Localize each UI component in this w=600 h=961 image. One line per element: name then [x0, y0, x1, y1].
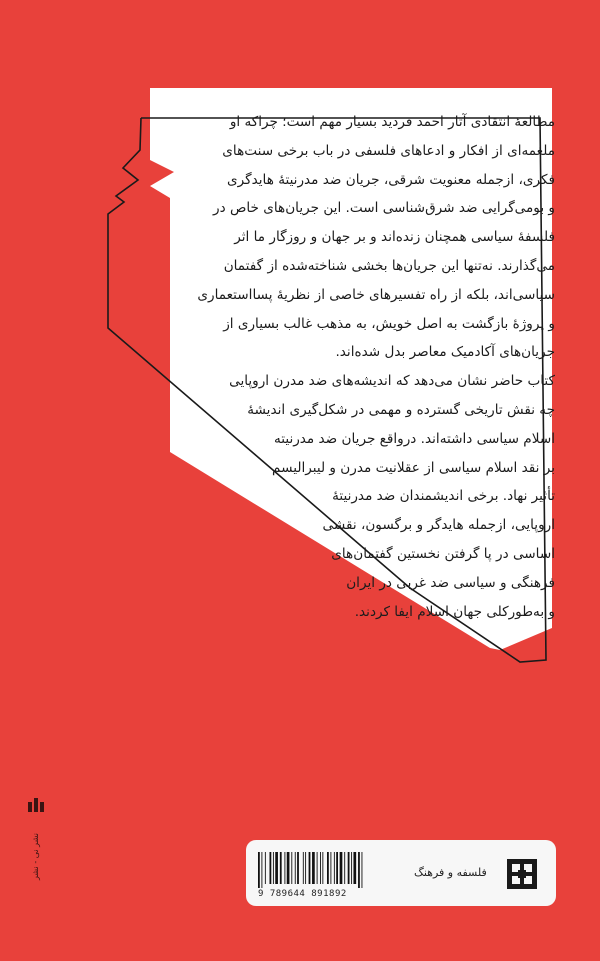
text-line: می‌گذارند. نه‌تنها این جریان‌ها بخشی شناخته‌شده از گفتمان: [223, 257, 555, 274]
barcode-bar: [270, 852, 272, 884]
barcode-bar: [330, 852, 331, 884]
paragraph-2: [175, 367, 555, 626]
text-line: اروپایی، ازجمله هایدگر و برگسون، نقشی: [322, 517, 555, 534]
barcode-bar: [348, 852, 350, 884]
text-line: تأثیر نهاد. برخی اندیشمندان ضد مدرنیتهٔ: [332, 488, 555, 505]
barcode-bar: [351, 852, 352, 884]
text-line: فکری، ازجمله معنویت شرقی، جریان ضد مدرنیتهٔ هایدگری: [227, 171, 555, 188]
barcode-bars: [256, 852, 398, 888]
barcode-bar: [353, 852, 356, 884]
text-line: و پروژهٔ بازگشت به اصل خویش، به مذهب غالب بسیاری از: [223, 315, 555, 332]
barcode-bar: [344, 852, 345, 884]
barcode-bar: [287, 852, 290, 884]
paragraph-1: [175, 108, 555, 367]
isbn-number: 9 789644 891892: [258, 889, 347, 899]
barcode-bar: [280, 852, 282, 884]
text-line: و به‌طورکلی جهان اسلام ایفا کردند.: [354, 603, 555, 620]
barcode-bar: [303, 852, 304, 884]
text-line: چه نقش تاریخی گسترده و مهمی در شکل‌گیری اندیشهٔ: [247, 401, 555, 418]
barcode-bar: [265, 852, 266, 884]
barcode-bar: [309, 852, 311, 884]
blurb-text: [175, 108, 555, 626]
barcode-bar: [275, 852, 278, 884]
publisher-logo-icon: [502, 854, 542, 894]
text-line: و بومی‌گرایی ضد شرق‌شناسی است. این جریان‌های خاص در: [213, 200, 555, 217]
barcode-bar: [284, 852, 285, 884]
barcode: [256, 852, 398, 902]
text-line: اساسی در پا گرفتن نخستین گفتمان‌های: [331, 545, 555, 562]
barcode-bar: [336, 852, 338, 884]
text-line: فرهنگی و سیاسی ضد غربی در ایران: [346, 574, 555, 591]
barcode-bar: [305, 852, 306, 884]
barcode-bar: [322, 852, 323, 884]
text-line: مطالعهٔ انتقادی آثار احمد فردید بسیار مهم است؛ چراکه او: [229, 114, 555, 130]
text-line: جریان‌های آکادمیک معاصر بدل شده‌اند.: [335, 344, 555, 361]
barcode-bar: [291, 852, 292, 884]
barcode-card: [246, 840, 556, 906]
barcode-bar: [295, 852, 296, 884]
text-line: سیاسی‌اند، بلکه از راه تفسیرهای خاصی از نظریهٔ پسااستعماری: [197, 286, 555, 303]
barcode-bar: [297, 852, 299, 884]
text-line: فلسفهٔ سیاسی همچنان زنده‌اند و بر جهان و روزگار ما اثر: [234, 229, 555, 246]
barcode-bar: [317, 852, 318, 884]
barcode-bar: [362, 852, 363, 888]
text-line: ملغمه‌ای از افکار و ادعاهای فلسفی در باب برخی سنت‌های: [222, 142, 555, 159]
barcode-bar: [261, 852, 262, 888]
barcode-bar: [273, 852, 274, 884]
barcode-bar: [320, 852, 321, 884]
barcode-bar: [358, 852, 360, 888]
barcode-bar: [327, 852, 329, 884]
text-line: اسلام سیاسی داشته‌اند. درواقع جریان ضد مدرنیته: [273, 430, 555, 447]
barcode-bar: [334, 852, 335, 884]
text-line: کتاب حاضر نشان می‌دهد که اندیشه‌های ضد مدرن اروپایی: [229, 373, 555, 390]
text-line: بر نقد اسلام سیاسی از عقلانیت مدرن و لیبرالیسم: [272, 459, 555, 476]
series-label: فلسفه و فرهنگ: [414, 866, 487, 879]
publisher-vertical-text: نشر نی - نشر: [31, 833, 40, 880]
barcode-bar: [340, 852, 343, 884]
barcode-bar: [258, 852, 260, 888]
barcode-bar: [312, 852, 315, 884]
